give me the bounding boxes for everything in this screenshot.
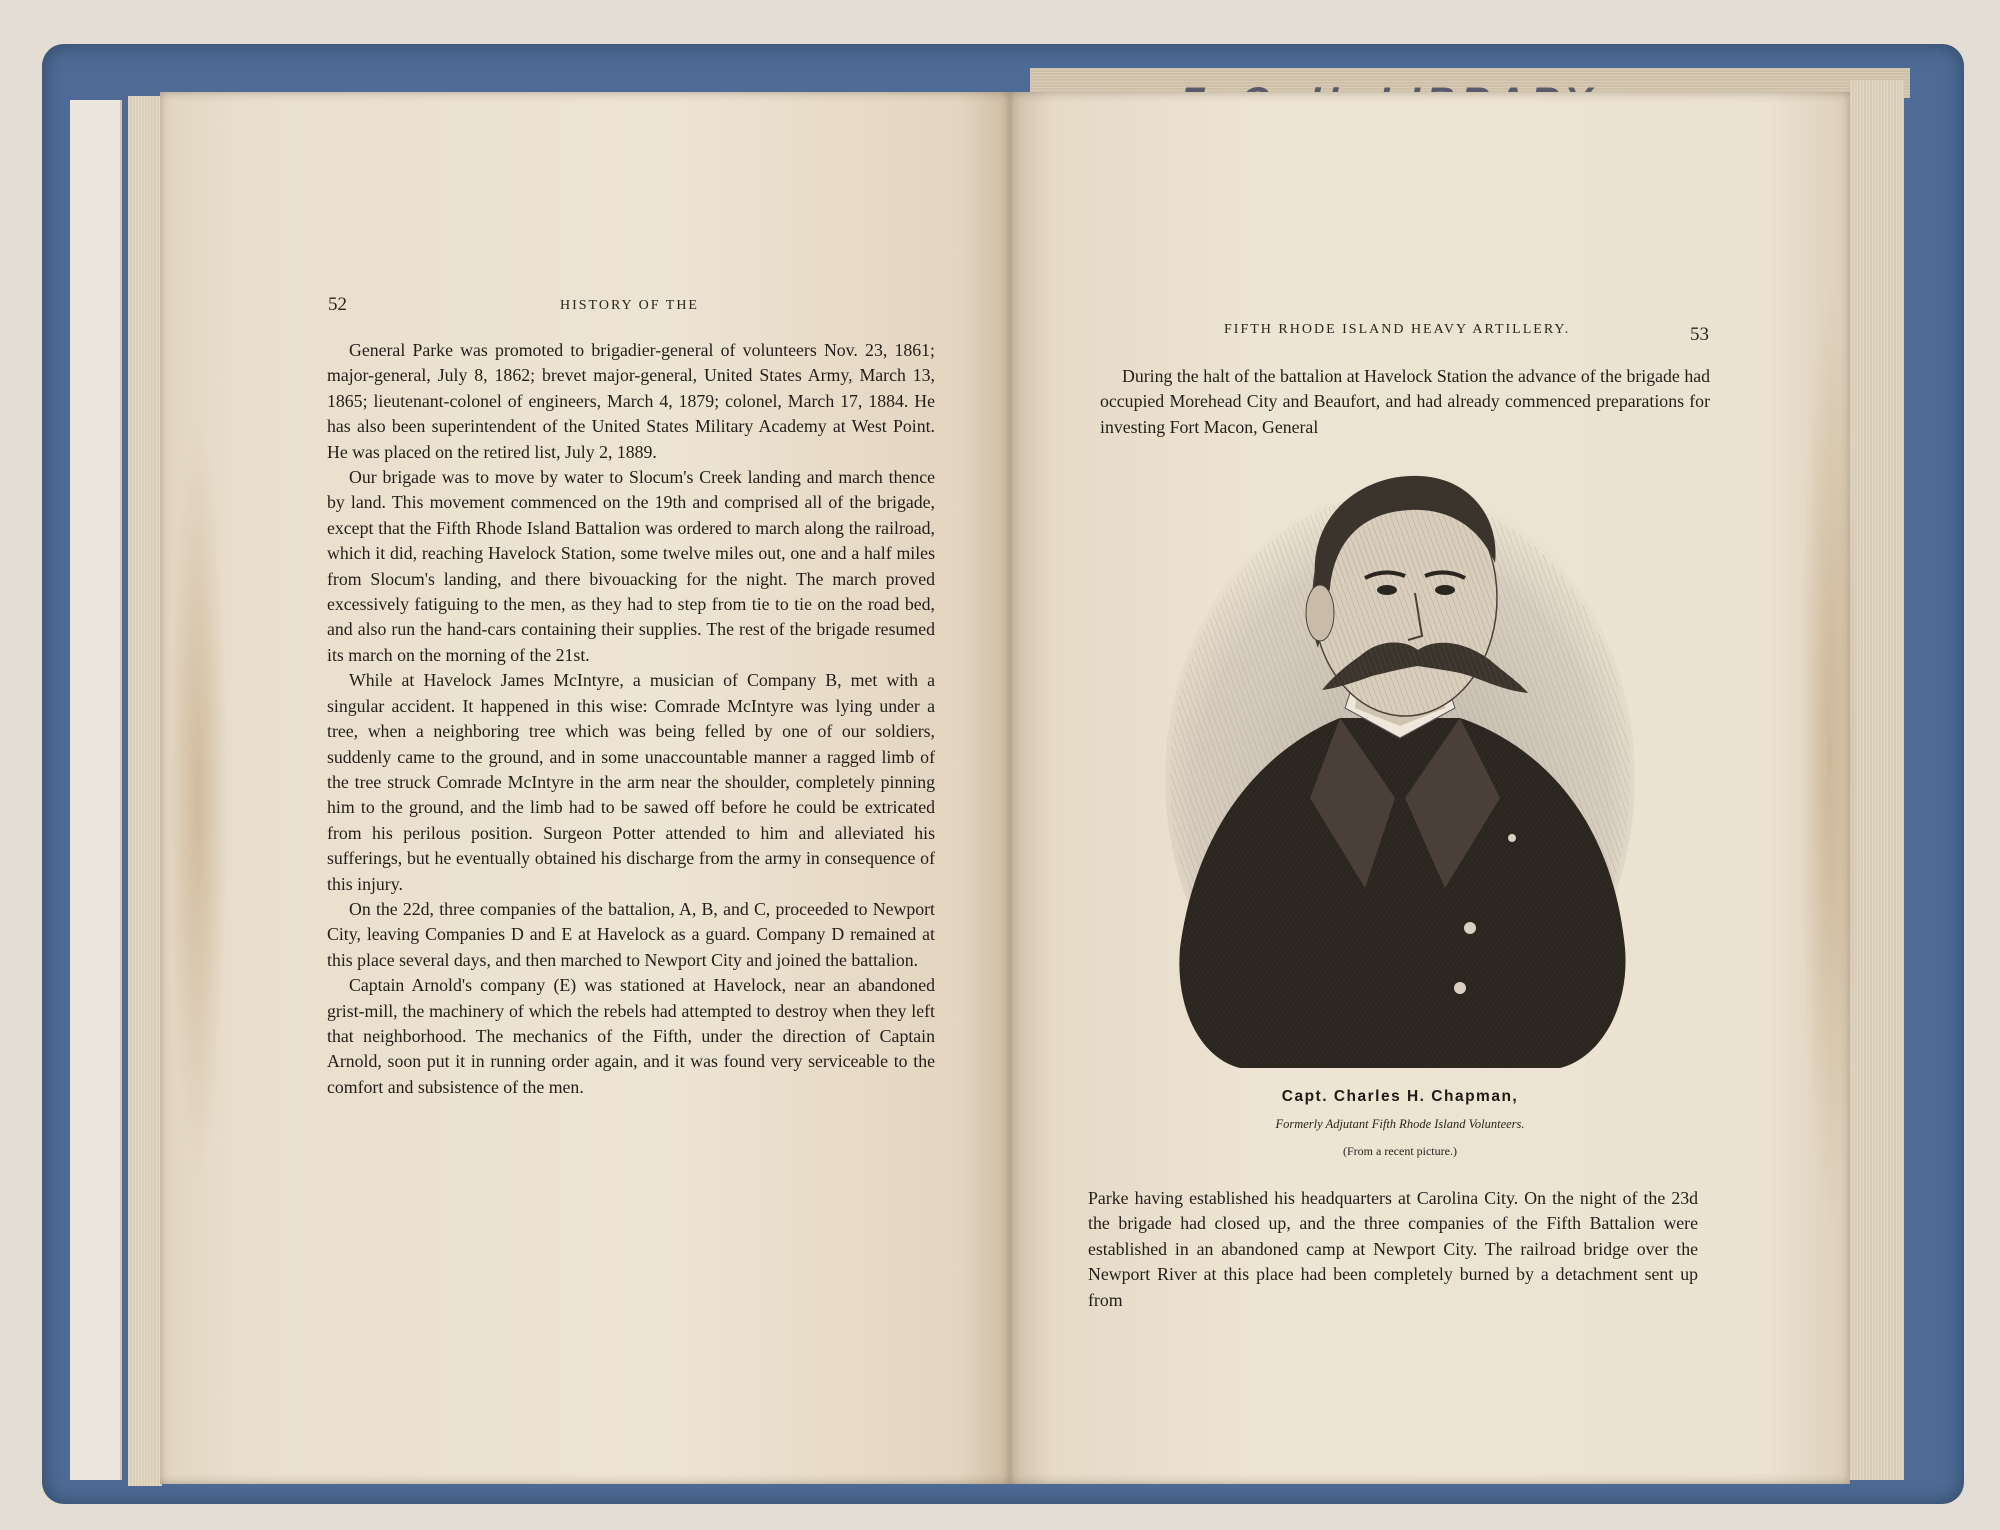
water-stain bbox=[168, 420, 228, 1180]
paragraph: Our brigade was to move by water to Slocum's Creek landing and march thence by land. This movement commenced on the 19th and comprised all of the brigade, except that the Fifth Rhode Island Battalion was ordered to march along the railroad, which it did, reaching Havelock Station, some twelve miles out, one and a half miles from Slocum's landing, and there bivouacking for the night. The march proved excessively fatiguing to the men, as they had to step from tie to tie on the road bed, and also run the hand-cars containing their supplies. The rest of the brigade resumed its march on the morning of the 21st. bbox=[327, 467, 935, 665]
page-edges-left bbox=[128, 96, 162, 1486]
paragraph: On the 22d, three companies of the battalion, A, B, and C, proceeded to Newport City, leaving Companies D and E at Havelock as a guard. Company D remained at this place several days, and then marched to Newport City and joined the battalion. bbox=[327, 898, 935, 970]
right-page-top-text bbox=[1100, 364, 1710, 440]
paragraph: General Parke was promoted to brigadier-general of volunteers Nov. 23, 1861; major-general, July 8, 1862; brevet major-general, United States Army, March 13, 1865; lieutenant-colonel of engineers, March 4, 1879; colonel, March 17, 1884. He has also been superintendent of the United States Military Academy at West Point. He was placed on the retired list, July 2, 1889. bbox=[327, 340, 935, 462]
portrait-caption-role: Formerly Adjutant Fifth Rhode Island Volunteers. bbox=[1275, 1117, 1525, 1131]
water-stain bbox=[1800, 280, 1860, 1230]
left-running-head: HISTORY OF THE bbox=[560, 298, 699, 313]
paragraph: Captain Arnold's company (E) was stationed at Havelock, near an abandoned grist-mill, the machinery of which the rebels had attempted to destroy when they left that neighborhood. The mechanics of the Fifth, under the direction of Captain Arnold, soon put it in running order again, and it was found very serviceable to the comfort and subsistence of the men. bbox=[327, 975, 935, 1097]
portrait-caption-name: Capt. Charles H. Chapman, bbox=[1281, 1088, 1519, 1105]
endpaper-strip bbox=[70, 100, 122, 1480]
right-page-bottom-text bbox=[1088, 1186, 1698, 1313]
left-page-number: 52 bbox=[328, 294, 347, 315]
paragraph: During the halt of the battalion at Havelock Station the advance of the brigade had occupied Morehead City and Beaufort, and had already commenced preparations for investing Fort Macon, General bbox=[1100, 366, 1710, 437]
left-page-body bbox=[327, 338, 935, 1100]
paragraph: Parke having established his headquarters at Carolina City. On the night of the 23d the brigade had closed up, and the three companies of the Fifth Battalion were established in an abandoned camp at Newport City. The railroad bridge over the Newport River at this place had been completely burned by a detachment sent up from bbox=[1088, 1188, 1698, 1310]
paragraph: While at Havelock James McIntyre, a musician of Company B, met with a singular accident. It happened in this wise: Comrade McIntyre was lying under a tree, when a neighboring tree which was being felled by one of our soldiers, suddenly came to the ground, and in some unaccountable manner a ragged limb of the tree struck Comrade McIntyre in the arm near the shoulder, completely pinning him to the ground, and the limb had to be sawed off before he could be extricated from his perilous position. Surgeon Potter attended to him and alleviated his sufferings, but he eventually obtained his discharge from the army in consequence of this injury. bbox=[327, 670, 935, 894]
portrait-caption-note: (From a recent picture.) bbox=[1343, 1144, 1457, 1158]
portrait-engraving bbox=[1160, 468, 1640, 1068]
right-running-head: FIFTH RHODE ISLAND HEAVY ARTILLERY. bbox=[1224, 322, 1571, 337]
right-page-number: 53 bbox=[1690, 324, 1709, 345]
